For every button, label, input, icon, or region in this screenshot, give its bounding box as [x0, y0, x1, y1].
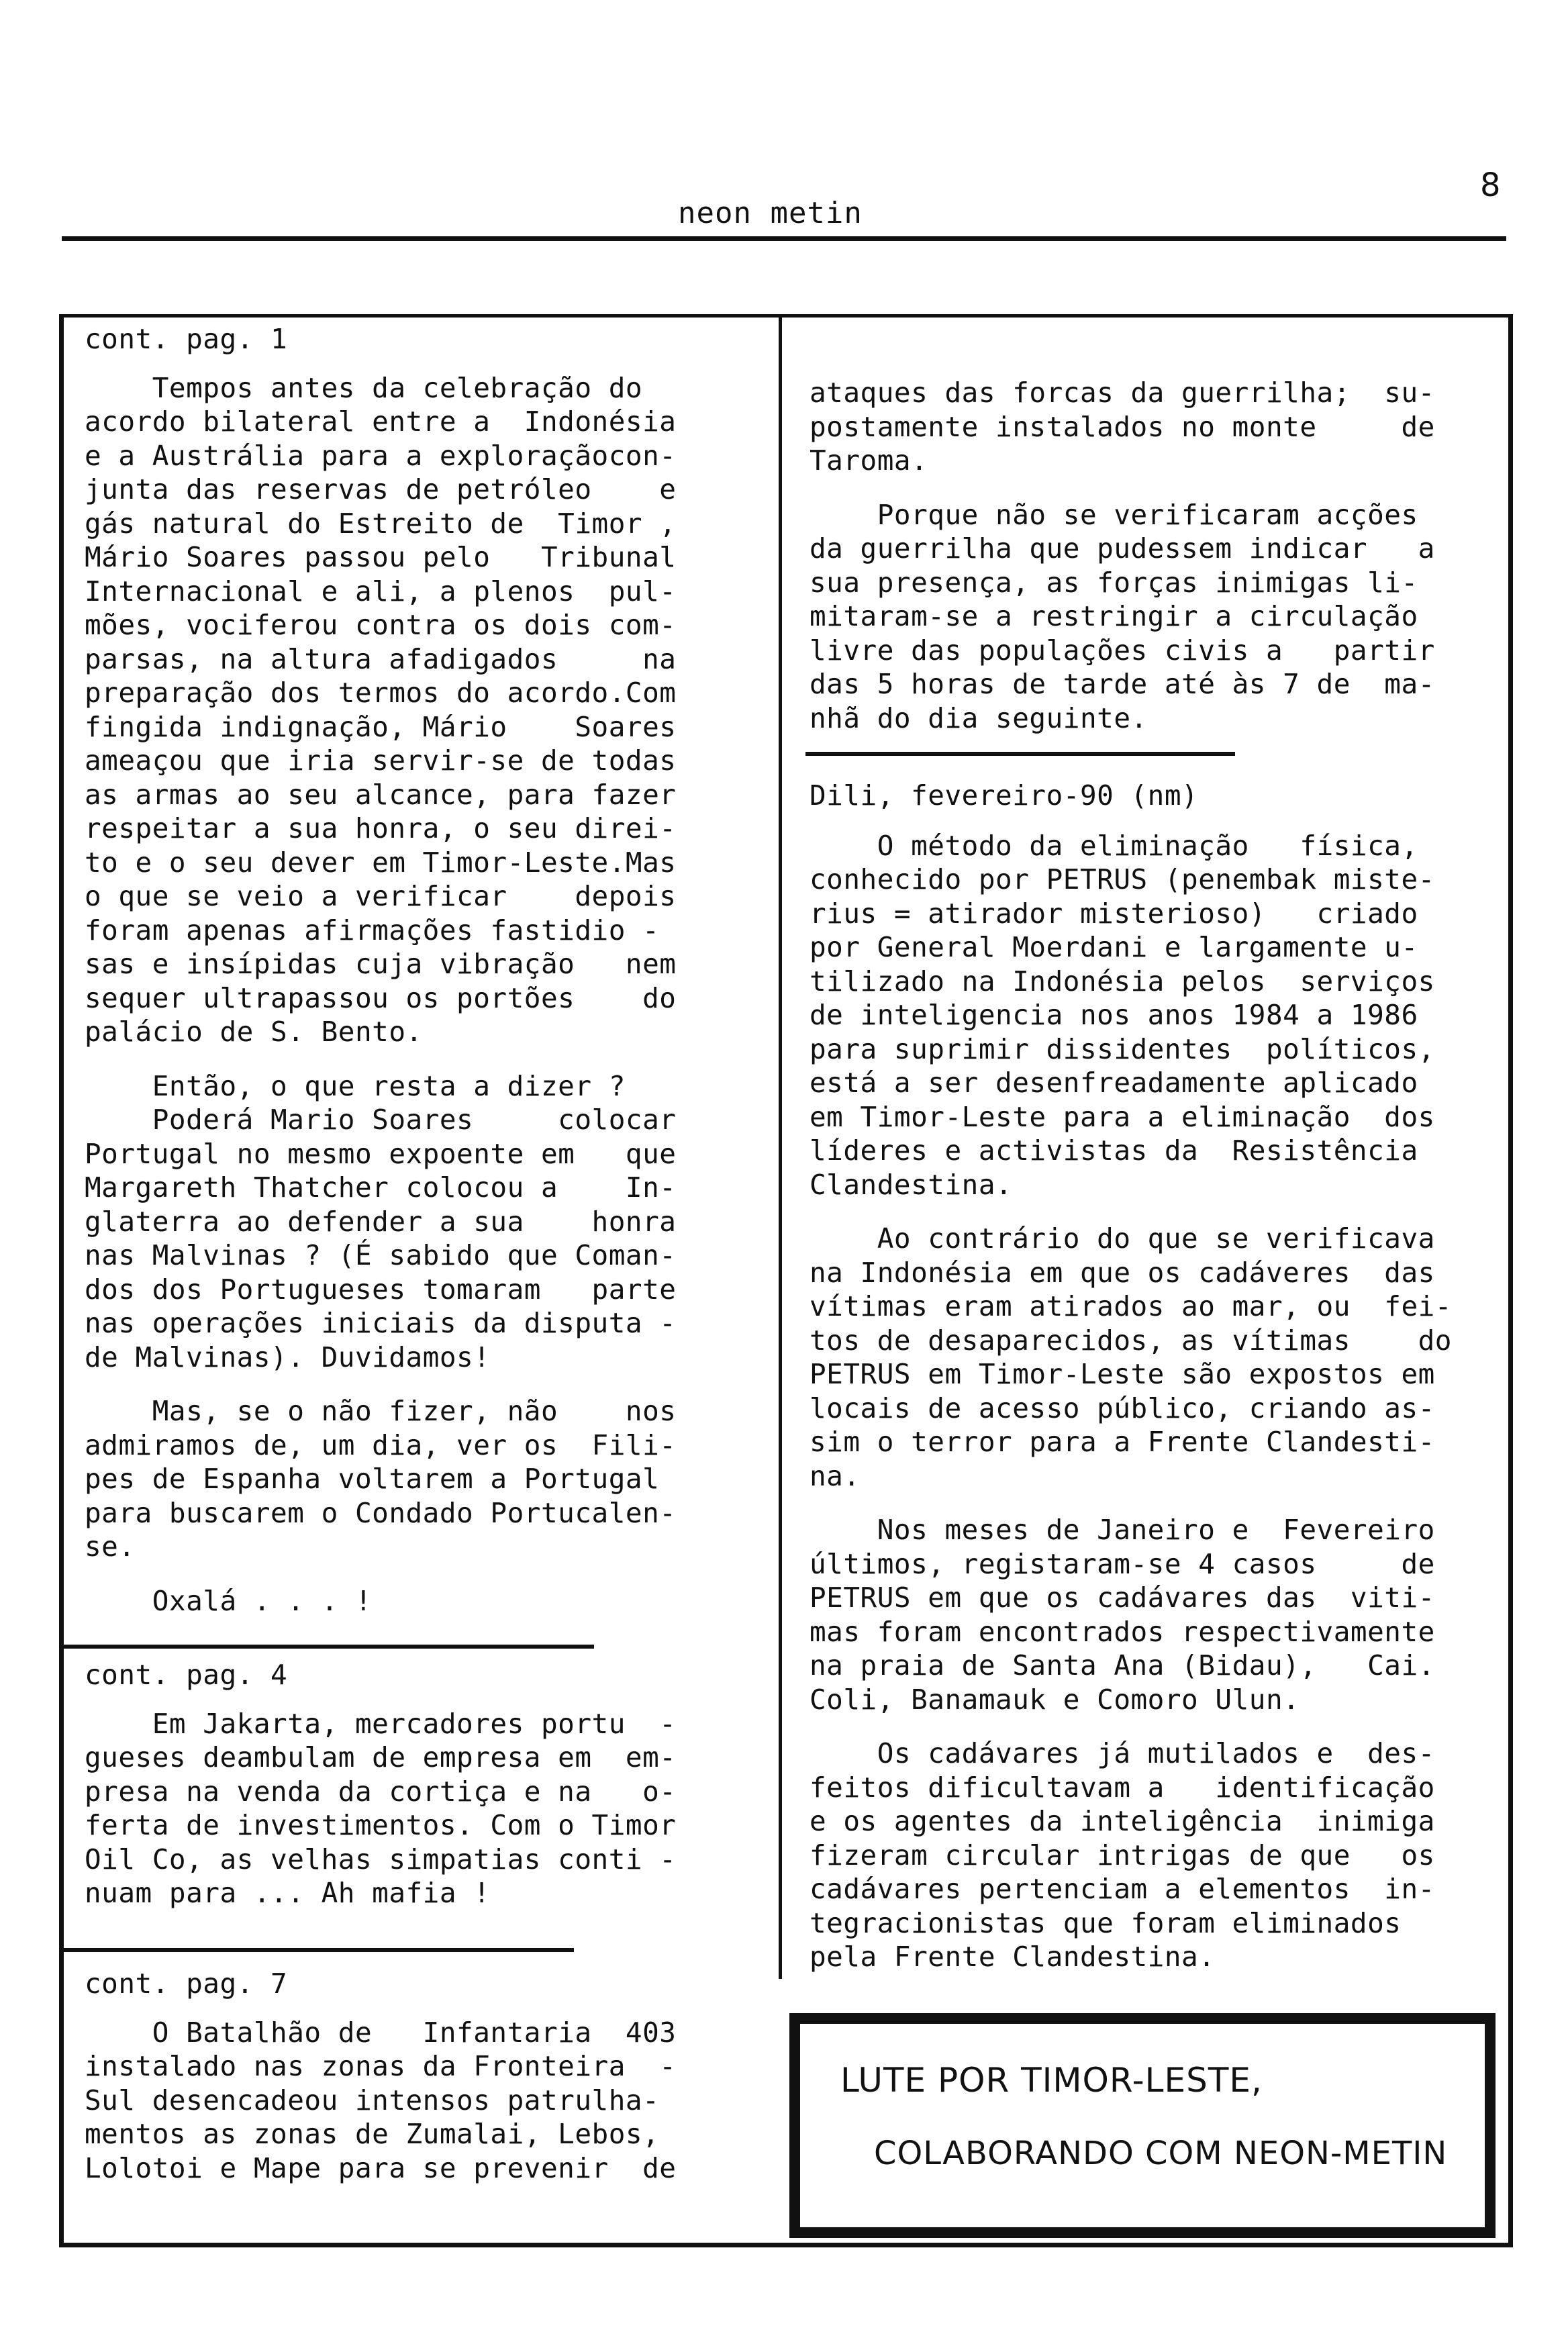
text-line: gás natural do Estreito de Timor ,: [85, 507, 677, 540]
text-line: nas Malvinas ? (É sabido que Coman-: [85, 1239, 677, 1271]
text-line: parsas, na altura afadigados na: [85, 642, 677, 675]
section-label: Dili, fevereiro-90 (nm): [810, 779, 1199, 812]
article-body: [85, 2016, 676, 2186]
text-line: acordo bilateral entre a Indonésia: [85, 405, 677, 438]
article-body: [810, 376, 1435, 735]
text-line: da guerrilha que pudessem indicar a: [810, 532, 1435, 565]
text-line: gueses deambulam de empresa em em-: [85, 1741, 677, 1773]
paragraph: [85, 1394, 676, 1564]
text-line: foram apenas afirmações fastidio -: [85, 914, 660, 946]
text-line: nas operações iniciais da disputa -: [85, 1307, 677, 1339]
text-line: últimos, registaram-se 4 casos de: [810, 1547, 1435, 1580]
text-line: conhecido por PETRUS (penembak miste-: [810, 863, 1435, 895]
section-label: cont. pag. 4: [85, 1659, 288, 1691]
text-line: cadávares pertenciam a elementos in-: [810, 1873, 1435, 1905]
text-line: de Malvinas). Duvidamos!: [85, 1341, 491, 1373]
paragraph: [85, 2016, 676, 2186]
left-section-cont-pag-7: [85, 1967, 676, 2205]
text-line: para buscarem o Condado Portucalen-: [85, 1496, 677, 1529]
text-line: Então, o que resta a dizer ?: [85, 1069, 626, 1102]
text-line: das 5 horas de tarde até às 7 de ma-: [810, 668, 1435, 700]
text-line: ameaçou que iria servir-se de todas: [85, 744, 677, 777]
text-line: Mário Soares passou pelo Tribunal: [85, 541, 677, 573]
left-section-cont-pag-1: [85, 322, 676, 1638]
text-line: O Batalhão de Infantaria 403: [85, 2016, 677, 2049]
text-line: as armas ao seu alcance, para fazer: [85, 778, 677, 811]
promo-line-2: COLABORANDO COM NEON-METIN: [874, 2135, 1448, 2172]
text-line: palácio de S. Bento.: [85, 1016, 423, 1048]
paragraph: [85, 1584, 676, 1618]
text-line: to e o seu dever em Timor-Leste.Mas: [85, 846, 677, 879]
article-body: [85, 371, 676, 1618]
paragraph: [85, 1707, 676, 1910]
text-line: nuam para ... Ah mafia !: [85, 1877, 491, 1909]
paragraph: [810, 376, 1435, 478]
text-line: nhã do dia seguinte.: [810, 701, 1148, 734]
text-line: fingida indignação, Mário Soares: [85, 710, 677, 743]
text-line: ferta de investimentos. Com o Timor: [85, 1809, 677, 1841]
article-body: [85, 1707, 676, 1910]
text-line: Em Jakarta, mercadores portu -: [85, 1707, 677, 1740]
paragraph: [810, 1222, 1452, 1493]
newsletter-title: neon metin: [678, 196, 863, 230]
text-line: feitos dificultavam a identificação: [810, 1771, 1435, 1804]
text-line: locais de acesso público, criando as-: [810, 1392, 1435, 1424]
section-rule: [64, 1948, 574, 1952]
text-line: tilizado na Indonésia pelos serviços: [810, 965, 1435, 997]
text-line: na praia de Santa Ana (Bidau), Cai.: [810, 1649, 1435, 1682]
text-line: tos de desaparecidos, as vítimas do: [810, 1324, 1452, 1357]
right-section-dili: [810, 779, 1452, 1994]
text-line: PETRUS em Timor-Leste são expostos em: [810, 1358, 1435, 1390]
text-line: de inteligencia nos anos 1984 a 1986: [810, 999, 1418, 1031]
right-section-continuation: [810, 376, 1435, 755]
text-line: se.: [85, 1530, 136, 1563]
paragraph: [810, 498, 1435, 736]
text-line: vítimas eram atirados ao mar, ou fei-: [810, 1290, 1452, 1322]
text-line: Oxalá . . . !: [85, 1584, 373, 1617]
text-line: Internacional e ali, a plenos pul-: [85, 575, 677, 607]
text-line: e os agentes da inteligência inimiga: [810, 1805, 1435, 1837]
text-line: pes de Espanha voltarem a Portugal: [85, 1463, 660, 1495]
article-body: [810, 829, 1452, 1974]
text-line: dos dos Portugueses tomaram parte: [85, 1273, 677, 1306]
text-line: Sul desencadeou intensos patrulha-: [85, 2084, 660, 2116]
text-line: preparação dos termos do acordo.Com: [85, 677, 677, 709]
promo-line-1: LUTE POR TIMOR-LESTE,: [840, 2061, 1263, 2100]
paragraph: [85, 371, 676, 1049]
text-line: Margareth Thatcher colocou a In-: [85, 1171, 677, 1204]
column-divider: [779, 314, 782, 1979]
text-line: para suprimir dissidentes políticos,: [810, 1032, 1435, 1065]
section-rule: [64, 1645, 594, 1649]
text-line: O método da eliminação física,: [810, 829, 1418, 862]
text-line: pela Frente Clandestina.: [810, 1941, 1216, 1973]
text-line: Ao contrário do que se verificava: [810, 1222, 1435, 1255]
text-line: está a ser desenfreadamente aplicado: [810, 1067, 1418, 1099]
paragraph: [810, 1513, 1452, 1716]
text-line: Clandestina.: [810, 1168, 1013, 1201]
text-line: postamente instalados no monte de: [810, 410, 1435, 443]
text-line: na.: [810, 1459, 861, 1492]
text-line: Os cadávares já mutilados e des-: [810, 1737, 1435, 1769]
text-line: Taroma.: [810, 444, 928, 477]
page-number: 8: [1480, 166, 1501, 204]
text-line: mões, vociferou contra os dois com-: [85, 609, 677, 641]
text-line: ataques das forcas da guerrilha; su-: [810, 377, 1435, 409]
text-line: sequer ultrapassou os portões do: [85, 981, 677, 1014]
text-line: presa na venda da cortiça e na o-: [85, 1775, 677, 1808]
paragraph: [810, 829, 1452, 1202]
text-line: glaterra ao defender a sua honra: [85, 1205, 677, 1238]
text-line: sas e insípidas cuja vibração nem: [85, 948, 677, 980]
text-line: e a Austrália para a exploraçãocon-: [85, 439, 677, 472]
text-line: sua presença, as forças inimigas li-: [810, 566, 1418, 599]
section-label: cont. pag. 1: [85, 323, 288, 355]
text-line: sim o terror para a Frente Clandesti-: [810, 1426, 1435, 1458]
section-label: cont. pag. 7: [85, 1967, 288, 2000]
text-line: Porque não se verificaram acções: [810, 498, 1418, 531]
text-line: admiramos de, um dia, ver os Fili-: [85, 1428, 677, 1461]
text-line: Mas, se o não fizer, não nos: [85, 1395, 677, 1427]
text-line: fizeram circular intrigas de que os: [810, 1839, 1435, 1871]
text-line: Poderá Mario Soares colocar: [85, 1104, 677, 1136]
promo-box: [789, 2013, 1496, 2238]
section-rule: [805, 752, 1235, 756]
text-line: mas foram encontrados respectivamente: [810, 1615, 1435, 1648]
left-section-cont-pag-4: [85, 1658, 676, 1931]
paragraph: [810, 1737, 1452, 1974]
text-line: Portugal no mesmo expoente em que: [85, 1137, 677, 1170]
text-line: respeitar a sua honra, o seu direi-: [85, 812, 677, 844]
header-rule: [62, 236, 1506, 241]
text-line: livre das populações civis a partir: [810, 634, 1435, 667]
text-line: instalado nas zonas da Fronteira -: [85, 2050, 677, 2082]
text-line: rius = atirador misterioso) criado: [810, 897, 1418, 930]
text-line: junta das reservas de petróleo e: [85, 473, 677, 505]
text-line: mitaram-se a restringir a circulação: [810, 600, 1418, 632]
text-line: por General Moerdani e largamente u-: [810, 931, 1418, 963]
text-line: Coli, Banamauk e Comoro Ulun.: [810, 1683, 1300, 1716]
text-line: em Timor-Leste para a eliminação dos: [810, 1100, 1435, 1133]
text-line: Oil Co, as velhas simpatias conti -: [85, 1843, 677, 1876]
text-line: PETRUS em que os cadávares das viti-: [810, 1581, 1435, 1614]
text-line: tegracionistas que foram eliminados: [810, 1906, 1402, 1939]
text-line: mentos as zonas de Zumalai, Lebos,: [85, 2118, 660, 2150]
paragraph: [85, 1069, 676, 1375]
text-line: líderes e activistas da Resistência: [810, 1134, 1418, 1167]
text-line: Tempos antes da celebração do: [85, 371, 643, 404]
text-line: na Indonésia em que os cadáveres das: [810, 1256, 1435, 1289]
text-line: Lolotoi e Mape para se prevenir de: [85, 2151, 677, 2184]
text-line: o que se veio a verificar depois: [85, 880, 677, 912]
text-line: Nos meses de Janeiro e Fevereiro: [810, 1514, 1435, 1546]
